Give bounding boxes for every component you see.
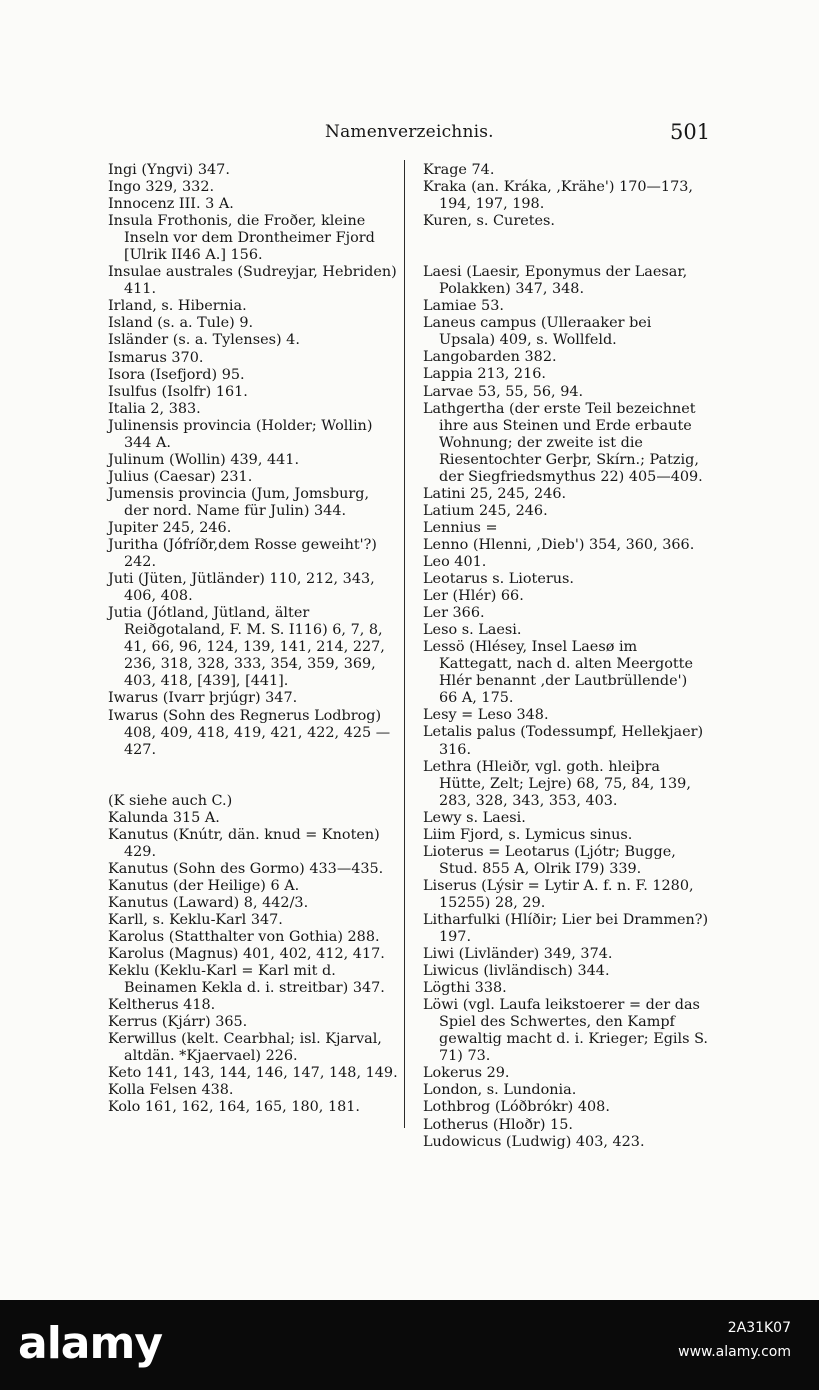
index-entry: Ludowicus (Ludwig) 403, 423.: [423, 1133, 645, 1150]
watermark-url: www.alamy.com: [678, 1344, 791, 1360]
index-entry: Liwi (Livländer) 349, 374.: [423, 946, 613, 963]
column-divider: [404, 160, 405, 1128]
index-entry: Liwicus (livländisch) 344.: [423, 963, 610, 980]
index-entry: Liim Fjord, s. Lymicus sinus.: [423, 826, 633, 843]
index-entry: Kraka (an. Kráka, ,Krähe') 170—173, 194, 197, 198.: [423, 179, 693, 213]
image-id: 2A31K07: [727, 1320, 791, 1336]
index-entry: Kerrus (Kjárr) 365.: [108, 1014, 248, 1031]
index-entry: Keto 141, 143, 144, 146, 147, 148, 149.: [108, 1065, 398, 1082]
index-entry: Lennius =: [423, 519, 498, 536]
index-entry: Letalis palus (Todessumpf, Hellekjaer) 316.: [423, 724, 704, 758]
index-entry: Larvae 53, 55, 56, 94.: [423, 383, 584, 400]
index-entry: Lessö (Hlésey, Insel Laesø im Kattegatt, nach d. alten Meergotte Hlér benannt ,der Lautbrüllende') 66 A, 175.: [423, 639, 693, 707]
index-entry: Kanutus (Sohn des Gormo) 433—435.: [108, 860, 384, 877]
index-entry: Kerwillus (kelt. Cearbhal; isl. Kjarval, altdän. *Kjaervael) 226.: [108, 1031, 382, 1065]
index-entry: Ler 366.: [423, 605, 485, 622]
index-entry: Italia 2, 383.: [108, 400, 201, 417]
index-entry: Kolo 161, 162, 164, 165, 180, 181.: [108, 1099, 360, 1116]
index-entry: Jupiter 245, 246.: [108, 519, 232, 536]
index-entry: Litharfulki (Hlíðir; Lier bei Drammen?) 197.: [423, 911, 709, 946]
index-entry: Leso s. Laesi.: [423, 622, 522, 639]
index-entry: Lamiae 53.: [423, 298, 504, 315]
page-title: Namenverzeichnis.: [325, 122, 494, 142]
index-entry: Kuren, s. Curetes.: [423, 213, 555, 230]
index-entry: Julius (Caesar) 231.: [108, 468, 253, 485]
index-entry: Lappia 213, 216.: [423, 366, 546, 383]
index-entry: Isulfus (Isolfr) 161.: [108, 383, 248, 400]
index-column-left: [108, 162, 398, 1117]
index-entry: Kanutus (Knútr, dän. knud = Knoten) 429.: [108, 826, 380, 860]
index-entry: Karll, s. Keklu-Karl 347.: [108, 911, 283, 928]
index-entry: Lesy = Leso 348.: [423, 707, 549, 724]
index-entry: Laneus campus (Ulleraaker bei Upsala) 409, s. Wollfeld.: [423, 315, 652, 349]
index-entry: Karolus (Statthalter von Gothia) 288.: [108, 929, 380, 946]
index-entry: Isländer (s. a. Tylenses) 4.: [108, 332, 300, 349]
section-gap: [108, 759, 398, 793]
index-entry: Leo 401.: [423, 553, 487, 570]
alamy-logo: alamy: [18, 1318, 162, 1369]
index-entry: Lokerus 29.: [423, 1065, 510, 1082]
index-entry: Keltherus 418.: [108, 997, 216, 1014]
index-entry: Lathgertha (der erste Teil bezeichnet ihre aus Steinen und Erde erbaute Wohnung; der zweite ist die Riesentochter Gerþr, Skírn.; Patzig, der Siegfriedsmythus 22) 405—409.: [423, 400, 703, 485]
index-entry: Ingo 329, 332.: [108, 179, 215, 196]
index-entry: Lothbrog (Lóðbrókr) 408.: [423, 1099, 610, 1116]
index-entry: Lenno (Hlenni, ,Dieb') 354, 360, 366.: [423, 536, 695, 553]
index-entry: Liserus (Lýsir = Lytir A. f. n. F. 1280, 15255) 28, 29.: [423, 877, 694, 911]
index-entry: Julinum (Wollin) 439, 441.: [108, 451, 300, 468]
page-header: [0, 122, 819, 152]
index-entry: Lewy s. Laesi.: [423, 809, 526, 826]
section-gap: [423, 230, 709, 264]
index-entry: Jutia (Jótland, Jütland, älter Reiðgotaland, F. M. S. I116) 6, 7, 8, 41, 66, 96, 124, 139, 141, 214, 227, 236, 318, 328, 333, 354, 359, 369, 403, 418, [439], [441].: [108, 605, 385, 690]
index-entry: Latini 25, 245, 246.: [423, 485, 567, 502]
index-entry: Iwarus (Sohn des Regnerus Lodbrog) 408, 409, 418, 419, 421, 422, 425 —427.: [108, 707, 391, 758]
index-entry: Innocenz III. 3 A.: [108, 196, 234, 213]
index-entry: Ismarus 370.: [108, 349, 204, 366]
index-entry: Ler (Hlér) 66.: [423, 588, 524, 605]
index-entry: Irland, s. Hibernia.: [108, 298, 247, 315]
index-entry: Keklu (Keklu-Karl = Karl mit d. Beinamen Kekla d. i. streitbar) 347.: [108, 963, 385, 997]
index-entry: Laesi (Laesir, Eponymus der Laesar, Polakken) 347, 348.: [423, 264, 688, 298]
index-entry: Jumensis provincia (Jum, Jomsburg, der nord. Name für Julin) 344.: [108, 485, 370, 519]
index-entry: Isora (Isefjord) 95.: [108, 366, 245, 383]
index-entry: Kalunda 315 A.: [108, 809, 220, 826]
index-entry: (K siehe auch C.): [108, 792, 233, 809]
index-entry: Insulae australes (Sudreyjar, Hebriden) 411.: [108, 264, 397, 298]
index-entry: Ingi (Yngvi) 347.: [108, 162, 230, 178]
index-column-right: [423, 162, 709, 1151]
index-entry: Island (s. a. Tule) 9.: [108, 315, 254, 332]
index-entry: Julinensis provincia (Holder; Wollin) 344 A.: [108, 417, 373, 451]
index-entry: Lotherus (Hloðr) 15.: [423, 1116, 573, 1133]
index-entry: London, s. Lundonia.: [423, 1082, 577, 1099]
index-entry: Löwi (vgl. Laufa leikstoerer = der das Spiel des Schwertes, den Kampf gewaltig macht d. i. Krieger; Egils S. 71) 73.: [423, 997, 709, 1065]
index-entry: Juritha (Jófríðr,dem Rosse geweiht'?) 242.: [108, 537, 377, 571]
index-entry: Kolla Felsen 438.: [108, 1082, 234, 1099]
index-entry: Lögthi 338.: [423, 980, 507, 997]
index-entry: Langobarden 382.: [423, 349, 557, 366]
index-entry: Lethra (Hleiðr, vgl. goth. hleiþra Hütte, Zelt; Lejre) 68, 75, 84, 139, 283, 328, 343, 353, 403.: [423, 758, 691, 809]
page-number: 501: [670, 120, 711, 144]
index-entry: Lioterus = Leotarus (Ljótr; Bugge, Stud. 855 A, Olrik I79) 339.: [423, 843, 676, 877]
index-entry: Karolus (Magnus) 401, 402, 412, 417.: [108, 946, 385, 963]
index-entry: Krage 74.: [423, 162, 495, 178]
index-entry: Kanutus (Laward) 8, 442/3.: [108, 894, 309, 911]
index-entry: Insula Frothonis, die Froðer, kleine Inseln vor dem Drontheimer Fjord [Ulrik II46 A.] 156.: [108, 213, 375, 264]
index-entry: Juti (Jüten, Jütländer) 110, 212, 343, 406, 408.: [108, 571, 375, 605]
index-entry: Latium 245, 246.: [423, 502, 548, 519]
index-entry: Leotarus s. Lioterus.: [423, 571, 574, 588]
index-entry: Kanutus (der Heilige) 6 A.: [108, 877, 300, 894]
watermark-banner: [0, 1300, 819, 1390]
index-entry: Iwarus (Ivarr þrjúgr) 347.: [108, 690, 298, 707]
